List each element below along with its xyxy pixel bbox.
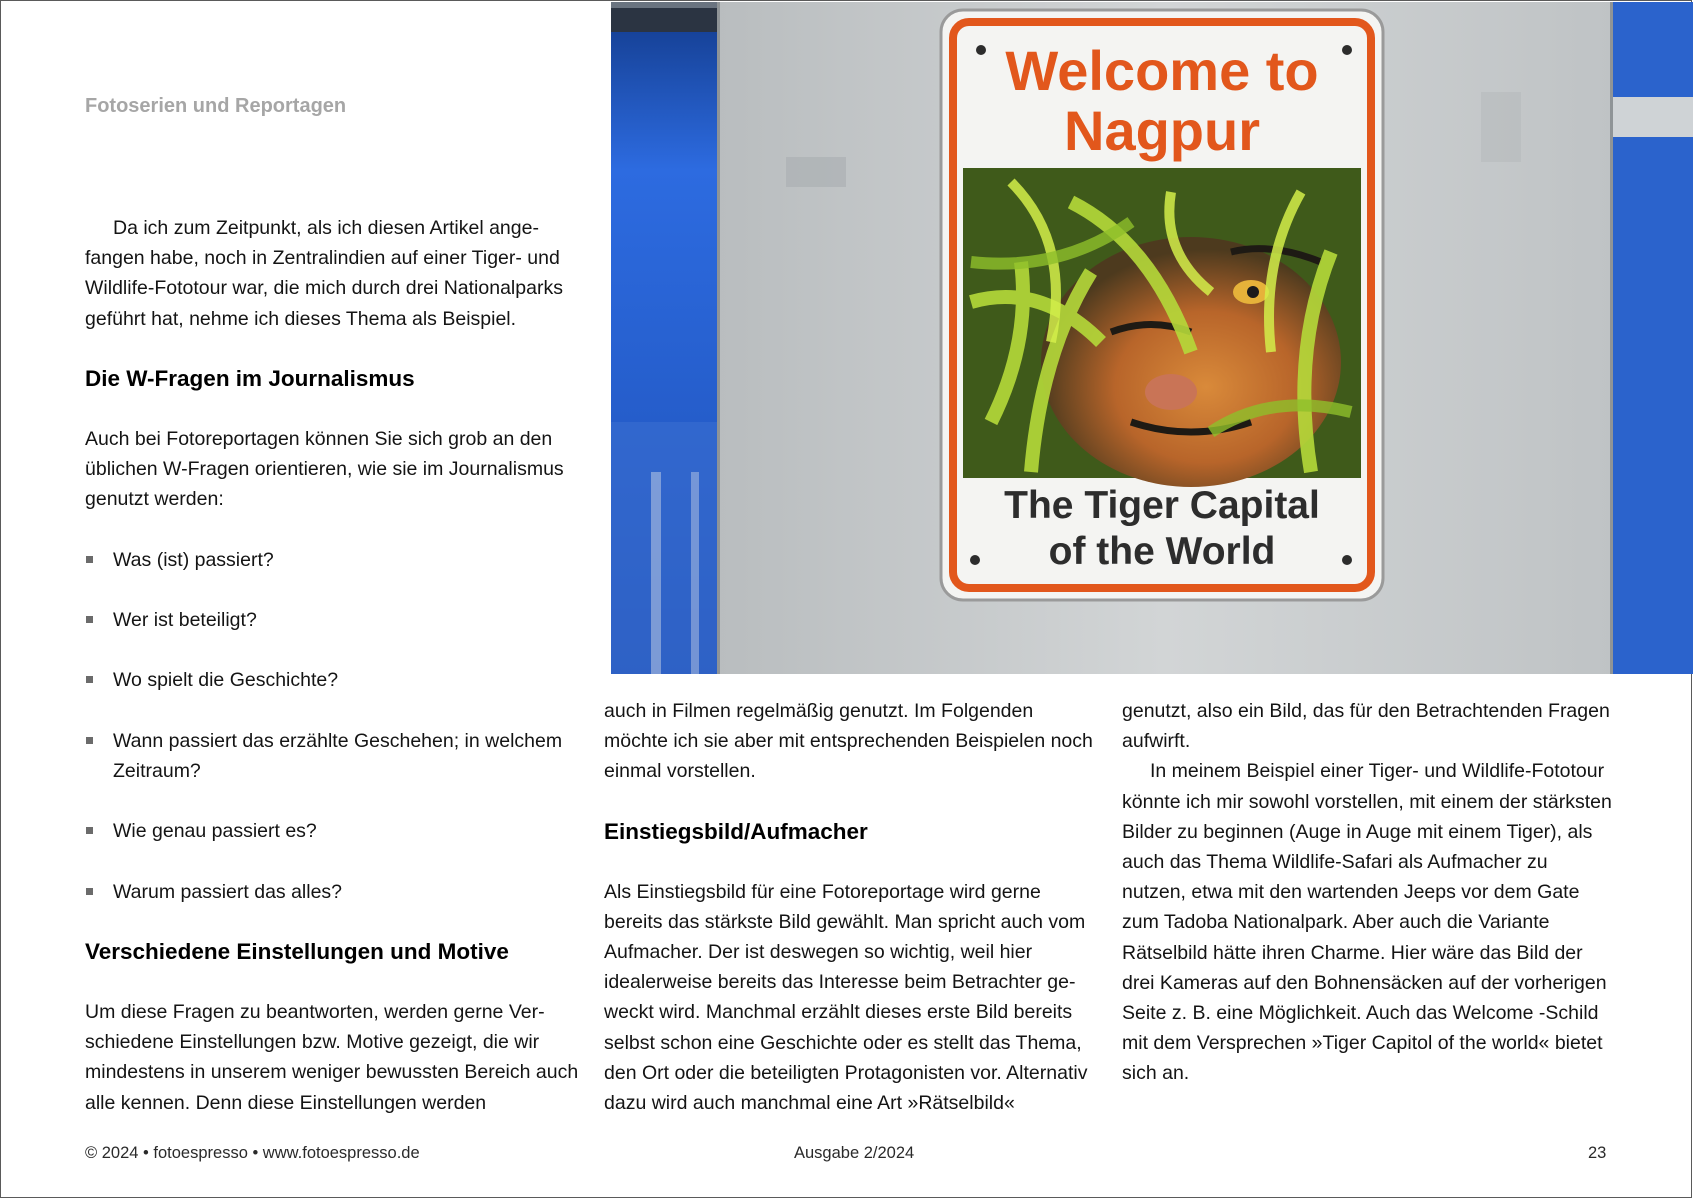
footer-issue: Ausgabe 2/2024 [794, 1144, 915, 1162]
list-item: Wo spielt die Geschichte? [85, 665, 585, 695]
section-label: Fotoserien und Reportagen [85, 95, 347, 117]
list-item: Wann passiert das erzählte Geschehen; in welchem Zeitraum? [85, 726, 585, 786]
sign-bottom-line-2: of the World [1048, 530, 1276, 573]
sign-bottom-line-1: The Tiger Capital [1004, 484, 1320, 527]
bullet-icon [86, 737, 93, 744]
heading-einstellungen: Verschiedene Einstellungen und Motive [85, 938, 509, 964]
list-item: Wer ist beteiligt? [85, 605, 585, 635]
sign-line-1: Welcome to [1005, 39, 1319, 102]
footer-page-number: 23 [1588, 1144, 1607, 1162]
footer-copyright: © 2024 • fotoespresso • www.fotoespresso.de [85, 1144, 420, 1162]
heading-einstiegsbild: Einstiegsbild/Aufmacher [604, 818, 868, 844]
w-questions-list [85, 545, 585, 907]
column2-paragraph-1: auch in Filmen regelmäßig genutzt. Im Folgenden möchte ich sie aber mit entsprechenden Beispielen noch einmal vorstellen. [604, 700, 1093, 783]
bullet-icon [86, 827, 93, 834]
column-3 [1122, 696, 1612, 1089]
list-item: Wie genau passiert es? [85, 816, 585, 846]
bullet-icon [86, 676, 93, 683]
bullet-icon [86, 888, 93, 895]
heading-w-fragen: Die W-Fragen im Journalismus [85, 365, 415, 391]
einstiegsbild-paragraph: Als Einstiegsbild für eine Fotoreportage wird gerne bereits das stärkste Bild gewählt. Man spricht auch vom Aufmacher. Der ist deswegen so wichtig, weil hier idealerweise bereits das Interesse beim Betrachter geweckt wird. Manchmal erzählt dieses erste Bild bereits selbst schon eine Geschichte oder es stellt das Thema, den Ort oder die beteiligten Protagonisten vor. Alternativ dazu wird auch manchmal eine Art »Rätselbild« [604, 880, 1088, 1115]
column3-paragraph-2: In meinem Beispiel einer Tiger- und Wildlife-Fototour könnte ich mir sowohl vorstellen, mit einem der stärksten Bilder zu beginnen (Auge in Auge mit einem Tiger), als auch das Thema Wildlife-Safari als Aufmacher zu nutzen, etwa mit den wartenden Jeeps vor dem Gate zum Tadoba Nationalpark. Aber auch die Variante Rätselbild hätte ihren Charme. Hier wäre das Bild der drei Kameras auf den Bohnensäcken auf der vorherigen Seite z. B. eine Möglichkeit. Auch das Welcome -Schild mit dem Versprechen »Tiger Capitol of the world« bietet sich an. [1122, 760, 1612, 1085]
column3-paragraph-1: genutzt, also ein Bild, das für den Betrachtenden Fragen aufwirft. [1122, 700, 1610, 753]
column-2 [604, 696, 1094, 1118]
nagpur-sign-photo [611, 2, 1693, 674]
list-item: Warum passiert das alles? [85, 877, 585, 907]
bullet-icon [86, 556, 93, 563]
intro-paragraph: Da ich zum Zeitpunkt, als ich diesen Artikel angefangen habe, noch in Zentralindien auf einer Tiger- und Wildlife-Fototour war, die mich durch drei Nationalparks geführt hat, nehme ich dieses Thema als Beispiel. [85, 217, 563, 330]
column-1 [85, 213, 585, 1118]
einstellungen-paragraph: Um diese Fragen zu beantworten, werden gerne Verschiedene Einstellungen bzw. Motive gezeigt, die wir mindestens in unserem weniger bewussten Bereich auch alle kennen. Denn diese Einstellungen werden [85, 1000, 579, 1114]
list-item: Was (ist) passiert? [85, 545, 585, 575]
bullet-icon [86, 616, 93, 623]
w-fragen-paragraph: Auch bei Fotoreportagen können Sie sich grob an den üblichen W-Fragen orientieren, wie sie im Journalismus genutzt werden: [85, 427, 564, 511]
sign-line-2: Nagpur [1064, 99, 1260, 162]
